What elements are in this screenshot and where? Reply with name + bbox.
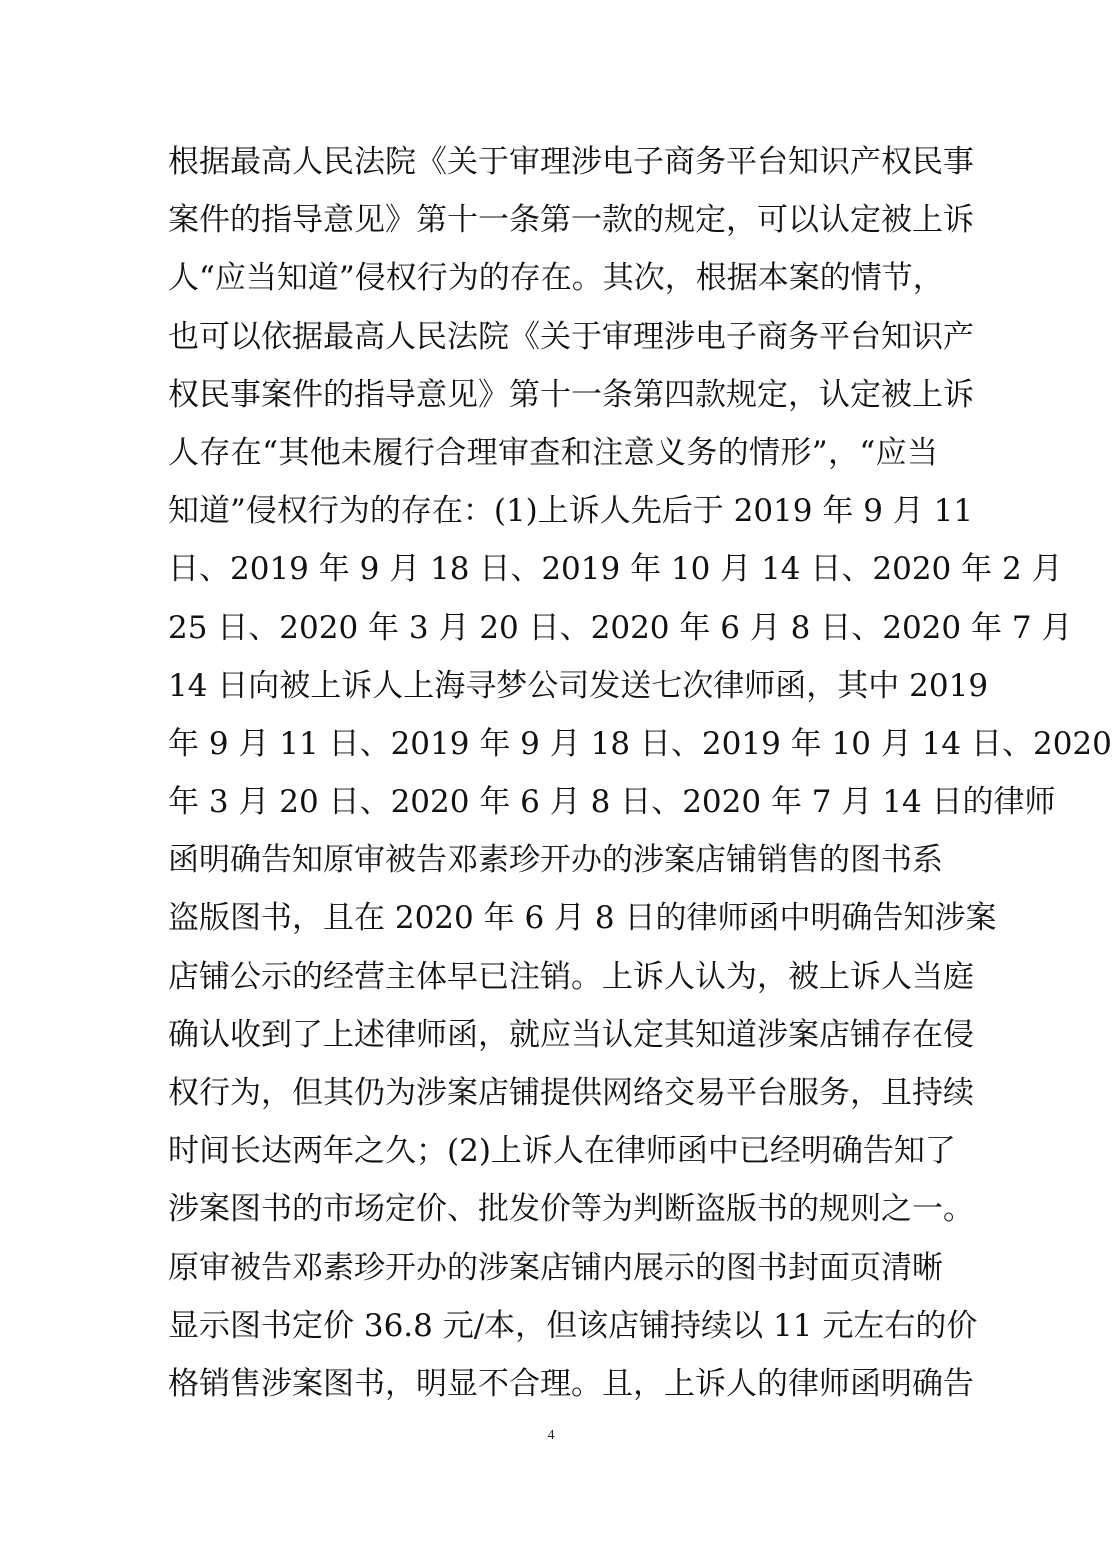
text-line: 25 日、2020 年 3 月 20 日、2020 年 6 月 8 日、2020 年 7 月 <box>168 609 1073 646</box>
text-line: 涉案图书的市场定价、批发价等为判断盗版书的规则之一。 <box>168 1191 974 1228</box>
text-line: 年 9 月 11 日、2019 年 9 月 18 日、2019 年 10 月 14 日、2020 <box>168 725 1112 762</box>
text-line: 案件的指导意见》第十一条第一款的规定，可以认定被上诉 <box>168 202 974 239</box>
text-line: 格销售涉案图书，明显不合理。且，上诉人的律师函明确告 <box>168 1365 974 1402</box>
text-line: 也可以依据最高人民法院《关于审理涉电子商务平台知识产 <box>168 318 974 355</box>
text-line: 根据最高人民法院《关于审理涉电子商务平台知识产权民事 <box>168 144 974 180</box>
text-line: 人“应当知道”侵权行为的存在。其次，根据本案的情节， <box>168 260 944 297</box>
body-paragraph <box>168 133 1112 1413</box>
text-line: 原审被告邓素珍开办的涉案店铺内展示的图书封面页清晰 <box>168 1249 943 1286</box>
text-line: 确认收到了上述律师函，就应当认定其知道涉案店铺存在侵 <box>168 1016 974 1053</box>
text-line: 日、2019 年 9 月 18 日、2019 年 10 月 14 日、2020 年 2 月 <box>168 551 1063 588</box>
text-line: 显示图书定价 36.8 元/本，但该店铺持续以 11 元左右的价 <box>168 1307 978 1344</box>
text-line: 时间长达两年之久；(2)上诉人在律师函中已经明确告知了 <box>168 1133 956 1170</box>
text-line: 权民事案件的指导意见》第十一条第四款规定，认定被上诉 <box>168 376 974 413</box>
text-line: 权行为，但其仍为涉案店铺提供网络交易平台服务，且持续 <box>168 1075 974 1111</box>
text-line: 年 3 月 20 日、2020 年 6 月 8 日、2020 年 7 月 14 日的律师 <box>168 784 1056 821</box>
text-line: 知道”侵权行为的存在：(1)上诉人先后于 2019 年 9 月 11 <box>168 493 974 530</box>
text-line: 函明确告知原审被告邓素珍开办的涉案店铺销售的图书系 <box>168 842 943 879</box>
text-line: 人存在“其他未履行合理审查和注意义务的情形”，“应当 <box>168 434 938 471</box>
text-line: 盗版图书，且在 2020 年 6 月 8 日的律师函中明确告知涉案 <box>168 900 997 937</box>
text-line: 店铺公示的经营主体早已注销。上诉人认为，被上诉人当庭 <box>168 958 974 995</box>
text-line: 14 日向被上诉人上海寻梦公司发送七次律师函，其中 2019 <box>168 667 989 704</box>
page-number: 4 <box>547 1428 555 1443</box>
